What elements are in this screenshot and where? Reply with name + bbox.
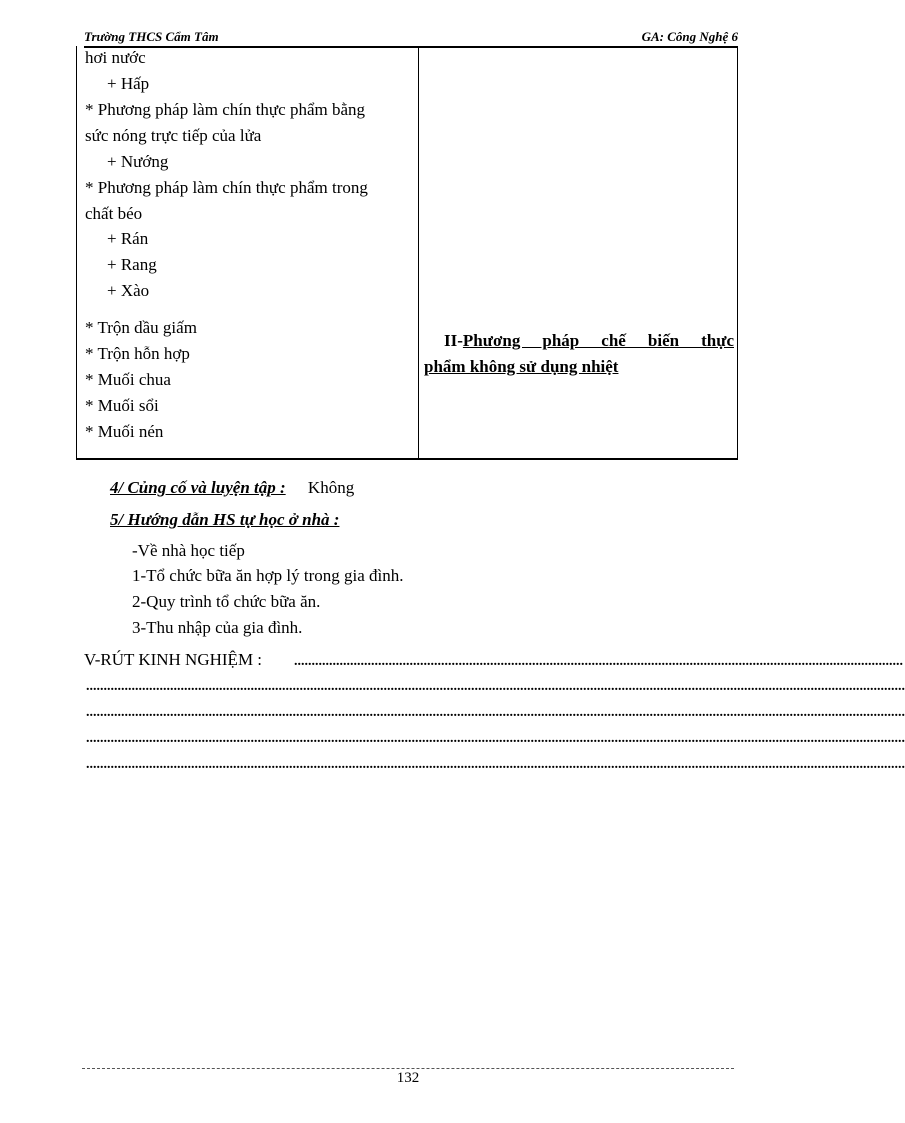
- dotted-line: ..........................................................................................................................................................................................................................................: [86, 679, 905, 694]
- section-5-item: 2-Quy trình tổ chức bữa ăn.: [132, 592, 321, 611]
- left-line: * Phương pháp làm chín thực phẩm trong: [85, 178, 368, 197]
- footer-divider: [82, 1068, 734, 1069]
- left-line: + Rang: [107, 255, 157, 274]
- left-line: + Nướng: [107, 152, 169, 171]
- dotted-line: ..............................................................................................................................................................................: [294, 654, 903, 669]
- section-heading-line2: [424, 354, 734, 380]
- section-5-item: 1-Tổ chức bữa ăn hợp lý trong gia đình.: [132, 566, 404, 585]
- left-line: + Rán: [107, 229, 149, 248]
- left-line: * Muối sổi: [85, 396, 159, 415]
- heading-text-1: Phương pháp chế biến thực: [462, 331, 734, 350]
- left-line: * Trộn hỗn hợp: [85, 344, 190, 363]
- section-5-item: -Về nhà học tiếp: [132, 541, 245, 560]
- left-line: chất béo: [85, 204, 143, 223]
- dotted-line: ..........................................................................................................................................................................................................................................: [86, 757, 905, 772]
- left-line: + Hấp: [107, 74, 150, 93]
- lesson-table: [76, 46, 738, 460]
- section-heading-line1: [424, 328, 734, 354]
- left-line: sức nóng trực tiếp của lửa: [85, 126, 262, 145]
- heading-text-2: phẩm không sử dụng nhiệt: [424, 357, 619, 376]
- section-5: [110, 510, 339, 530]
- experience-label: V-RÚT KINH NGHIỆM :: [84, 650, 263, 669]
- left-line: + Xào: [107, 281, 150, 300]
- dotted-line: ..........................................................................................................................................................................................................................................: [86, 705, 905, 720]
- section-4-value: Không: [307, 478, 355, 497]
- left-line: * Muối nén: [85, 422, 164, 441]
- left-line: * Trộn dầu giấm: [85, 318, 197, 337]
- section-4-title: 4/ Củng cố và luyện tập :: [110, 478, 286, 497]
- subject-name: GA: Công Nghệ 6: [641, 29, 738, 44]
- section-5-item: 3-Thu nhập của gia đình.: [132, 618, 303, 637]
- right-column: [424, 328, 734, 380]
- school-name: Trường THCS Cẩm Tâm: [84, 29, 219, 44]
- heading-prefix: II-: [444, 331, 463, 350]
- left-line: * Muối chua: [85, 370, 171, 389]
- section-5-title: 5/ Hướng dẫn HS tự học ở nhà :: [110, 510, 340, 529]
- left-line: hơi nước: [85, 48, 146, 67]
- column-divider: [418, 46, 419, 458]
- page-header: [84, 28, 738, 48]
- dotted-line: ..........................................................................................................................................................................................................................................: [86, 731, 905, 746]
- left-line: * Phương pháp làm chín thực phẩm bằng: [85, 100, 366, 119]
- section-4: [110, 478, 354, 498]
- page-number: 132: [396, 1070, 420, 1086]
